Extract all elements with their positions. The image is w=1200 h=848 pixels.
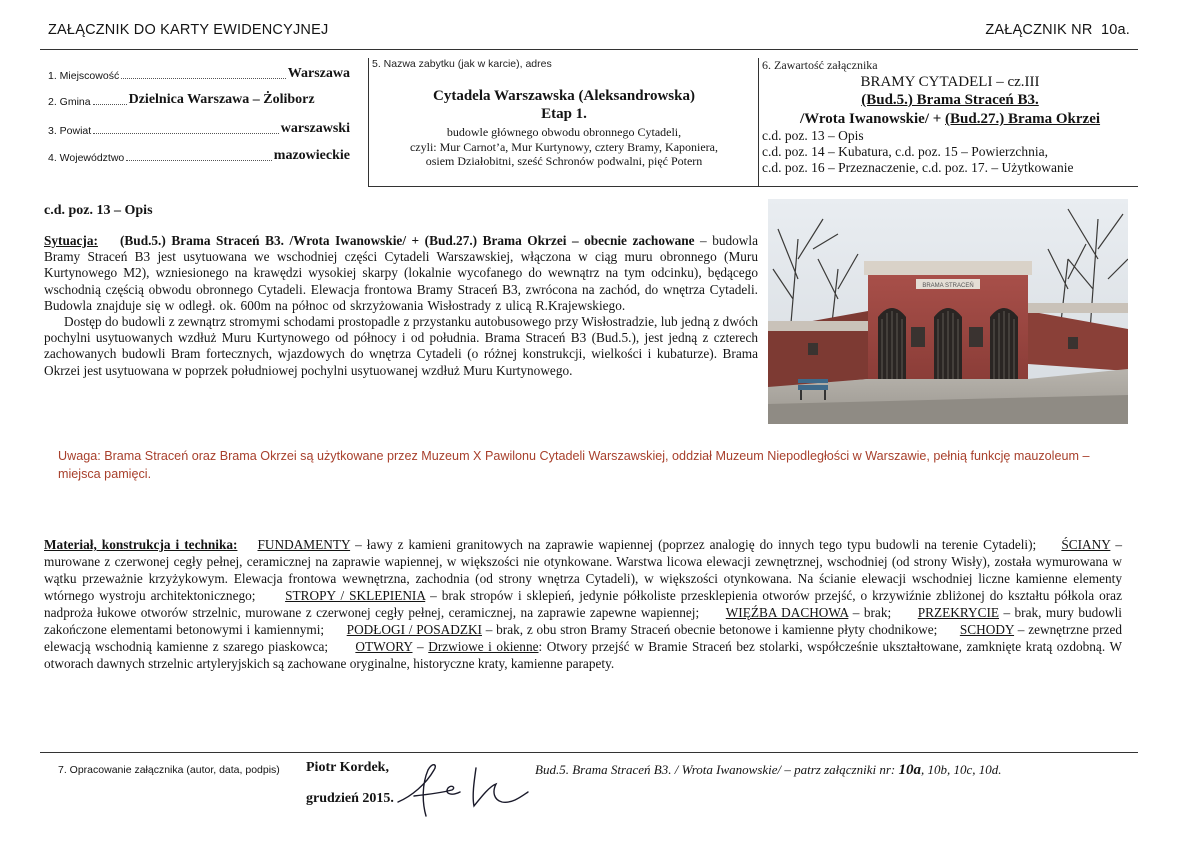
situation-body: – budowla Bramy Straceń B3 jest usytuowana we wschodniej części Cytadeli Warszawskiej, włączona w ciąg muru obronnego (Muru Kurtynowego M2), wzniesionego na krawędzi wysokiej skarpy (lokalnie wycofanego do wewnątrz na tym odcinku), będącego wschodnią częścią obwodu obronnego Cytadeli. Elewacja frontowa Bramy Straceń B3, zwrócona na zachód, do wnętrza Cytadeli. Budowla znajduje się w odległ. ok. 600m na północ od skrzyżowania Wisłostrady z ulicą R.Krajewskiego. bbox=[44, 233, 758, 313]
commune-label: 2. Gmina bbox=[48, 96, 91, 108]
footer-label: 7. Opracowanie załącznika (autor, data, podpis) bbox=[58, 764, 280, 776]
ceilings-text: – brak stropów i sklepień, jedynie półkoliste przesklepienia otworów przejść, o krzywiźnie zbliżonej do kształtu półkola oraz nadproża łukowe otworów strzelnic, murowane z czerwonej cegły pełnej, ceramicznej, na zaprawie zapewne wapiennej; bbox=[44, 588, 1122, 620]
footer-reference bbox=[535, 762, 1002, 779]
floors-label: PODŁOGI / POSADZKI bbox=[346, 622, 482, 637]
contents-line-5: c.d. poz. 14 – Kubatura, c.d. poz. 15 – Powierzchnia, bbox=[762, 144, 1049, 159]
footer-reference-text: Bud.5. Brama Straceń B3. / Wrota Iwanowskie/ – patrz załączniki nr: bbox=[535, 762, 896, 777]
signature bbox=[392, 756, 542, 826]
gate-photo-illustration bbox=[768, 199, 1128, 424]
materials-text bbox=[44, 536, 1122, 672]
ceilings-label: STROPY / SKLEPIENIA bbox=[285, 588, 426, 603]
note-label: Uwaga: bbox=[58, 449, 101, 463]
county-label: 3. Powiat bbox=[48, 125, 92, 137]
locality-value: Warszawa bbox=[287, 66, 350, 81]
foundations-label: FUNDAMENTY bbox=[257, 537, 351, 552]
roof-label: WIĘŹBA DACHOWA bbox=[725, 605, 849, 620]
access-paragraph: Dostęp do budowli z zewnątrz stromymi schodami prostopadle z przystanku autobusowego przy Wisłostradzie, lub jedną z dwóch pochylni usytuowanych wzdłuż Muru Kurtynowego od północy i od południa. Brama Straceń B3 (Bud.5.), jest jedną z czterech zachowanych budowli Bram fortecznych, wjazdowych do wnętrza Cytadeli (o różnej konstrukcji, wielkości i kubaturze). Brama Okrzei jest usytuowana w poprzek południowej pochylni usytuowanej wzdłuż Muru Kurtynowego. bbox=[44, 314, 758, 378]
note-body: Brama Straceń oraz Brama Okrzei są użytkowane przez Muzeum X Pawilonu Cytadeli Warszawskiej, oddział Muzeum Niepodległości w Warszawie, pełnią funkcję mauzoleum – miejsca pamięci. bbox=[58, 449, 1090, 481]
attachment-number bbox=[985, 22, 1130, 38]
footer-author: Piotr Kordek, bbox=[306, 760, 389, 775]
box-divider-1 bbox=[368, 58, 369, 186]
gate-sign: BRAMA STRACEŃ bbox=[922, 283, 974, 289]
locality-row bbox=[48, 66, 350, 82]
foundations-text: – ławy z kamieni granitowych na zaprawie wapiennej (poprzez analogię do innych tego typu budowli na terenie Cytadeli); bbox=[350, 537, 1037, 552]
situation-text bbox=[44, 233, 758, 379]
contents-line-6: c.d. poz. 16 – Przeznaczenie, c.d. poz. 17. – Użytkowanie bbox=[762, 160, 1074, 175]
monument-name: Cytadela Warszawska (Aleksandrowska) bbox=[433, 88, 695, 104]
contents-line-1: BRAMY CYTADELI – cz.III bbox=[860, 74, 1040, 90]
footer-reference-rest: , 10b, 10c, 10d. bbox=[921, 762, 1002, 777]
section-heading: c.d. poz. 13 – Opis bbox=[44, 203, 153, 218]
attachment-number-value: 10a. bbox=[1100, 22, 1130, 38]
openings-sublabel: Drzwiowe i okienne bbox=[428, 639, 539, 654]
voivodeship-row bbox=[48, 148, 350, 164]
contents-line-2: (Bud.5.) Brama Straceń B3. bbox=[861, 92, 1039, 108]
section-label: PRZEKRYCIE bbox=[917, 605, 1000, 620]
monument-desc-2: czyli: Mur Carnot’a, Mur Kurtynowy, cztery Bramy, Kaponiera, bbox=[409, 139, 718, 154]
openings-label: OTWORY bbox=[355, 639, 413, 654]
contents-line-3b: (Bud.27.) Brama Okrzei bbox=[945, 111, 1101, 127]
stairs-text: – zewnętrzne przed elewacją wschodnią kamienne z szarego piaskowca; bbox=[44, 622, 1123, 654]
header-rule bbox=[40, 49, 1138, 50]
footer-rule bbox=[40, 752, 1138, 753]
note-text bbox=[58, 447, 1118, 483]
document-title: ZAŁĄCZNIK DO KARTY EWIDENCYJNEJ bbox=[48, 22, 329, 38]
contents-line-3a: /Wrota Iwanowskie/ + bbox=[799, 111, 946, 127]
monument-label: 5. Nazwa zabytku (jak w karcie), adres bbox=[372, 58, 552, 70]
commune-row bbox=[48, 92, 350, 108]
walls-label: ŚCIANY bbox=[1061, 537, 1111, 552]
situation-lead: (Bud.5.) Brama Straceń B3. /Wrota Iwanowskie/ + (Bud.27.) Brama Okrzei – obecnie zachowane bbox=[120, 233, 695, 248]
attachment-number-label: ZAŁĄCZNIK NR bbox=[985, 22, 1093, 38]
contents-label: 6. Zawartość załącznika bbox=[762, 58, 878, 72]
contents-box bbox=[762, 58, 1138, 176]
materials-label: Materiał, konstrukcja i technika: bbox=[44, 537, 238, 552]
situation-label: Sytuacja: bbox=[44, 233, 98, 248]
gate-grilles bbox=[882, 311, 1014, 379]
county-row bbox=[48, 121, 350, 137]
monument-box bbox=[372, 58, 756, 169]
stairs-label: SCHODY bbox=[959, 622, 1015, 637]
section-text: – brak, mury budowli zakończone elementami betonowymi i kamiennymi; bbox=[44, 605, 1122, 637]
monument-desc-1: budowle głównego obwodu obronnego Cytadeli, bbox=[446, 125, 682, 139]
contents-line-4: c.d. poz. 13 – Opis bbox=[762, 128, 864, 143]
county-value: warszawski bbox=[280, 121, 350, 136]
contents-line-3 bbox=[762, 110, 1138, 128]
voivodeship-value: mazowieckie bbox=[273, 148, 350, 163]
monument-desc-3: osiem Działobitni, sześć Schronów podwalni, pięć Potern bbox=[425, 154, 703, 168]
locality-label: 1. Miejscowość bbox=[48, 70, 120, 82]
footer-reference-main: 10a bbox=[898, 762, 921, 778]
openings-text: : Otwory przejść w Bramie Straceń bez stolarki, współcześnie ukształtowane, zamknięte kratą ozdobną. W otworach dawnych strzelnic artyleryjskich są zachowane oryginalne, historyczne kraty, kamienne parapety. bbox=[44, 639, 1122, 671]
box-divider-2 bbox=[758, 58, 759, 186]
gate-photo bbox=[768, 199, 1128, 424]
monument-stage: Etap 1. bbox=[541, 106, 587, 122]
commune-value: Dzielnica Warszawa – Żoliborz bbox=[128, 92, 315, 107]
walls-text: – murowane z czerwonej cegły pełnej, ceramicznej na zaprawie wapiennej, w większości nie otynkowane. Warstwa licowa elewacji zewnętrznej, wschodniej (od strony Wisły), została wymurowana w wątku przeważnie krzyżykowym. Elewacja frontowa wewnętrzna, zachodnia (od strony wnętrza Cytadeli), w większości otynkowana. Na ścianie elewacji wschodniej liczne kamienne elementy wtórnego wystroju architektonicznego; bbox=[44, 537, 1123, 603]
voivodeship-label: 4. Województwo bbox=[48, 152, 125, 164]
roof-text: – brak; bbox=[848, 605, 892, 620]
box-bottom-rule bbox=[368, 186, 1138, 187]
floors-text: – brak, z obu stron Bramy Straceń obecnie betonowe i kamienne płyty chodnikowe; bbox=[481, 622, 938, 637]
footer-date: grudzień 2015. bbox=[306, 791, 394, 806]
openings-dash: – bbox=[412, 639, 429, 654]
